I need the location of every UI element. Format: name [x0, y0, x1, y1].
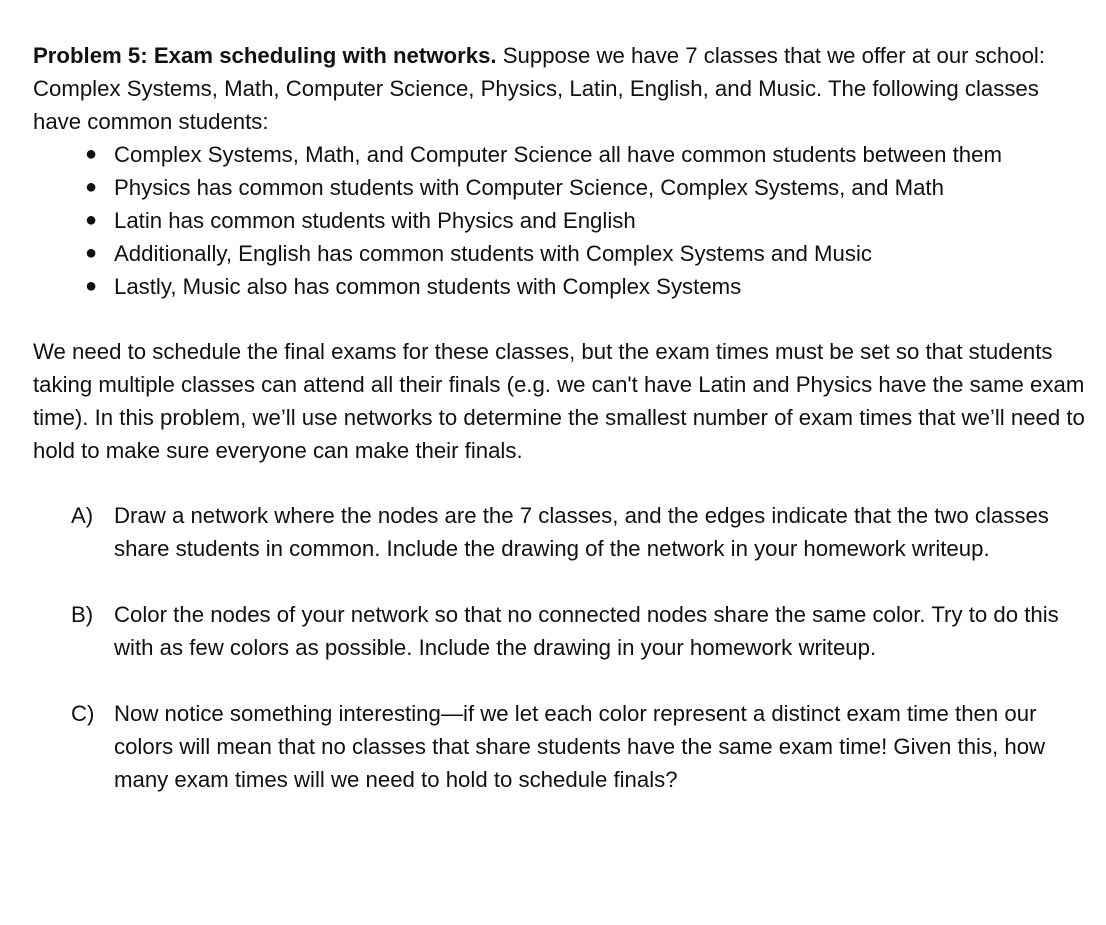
list-item-text: Latin has common students with Physics and English: [114, 208, 636, 233]
list-item-text: Lastly, Music also has common students with Complex Systems: [114, 274, 742, 299]
spacer: [33, 303, 1106, 335]
part-letter: A): [71, 503, 94, 528]
intro-paragraph: [33, 39, 1093, 138]
part-a: [33, 499, 1104, 565]
list-item: [33, 270, 1074, 303]
bullet-icon: ●: [85, 242, 98, 264]
part-text: Draw a network where the nodes are the 7 classes, and the edges indicate that the two classes share students in common. Include the drawing of the network in your homework writeup.: [114, 503, 1049, 561]
description-paragraph: We need to schedule the final exams for these classes, but the exam times must be set so that students taking multiple classes can attend all their finals (e.g. we can't have Latin and Physics have the same exam time). In this problem, we’ll use networks to determine the smallest number of exam times that we’ll need to hold to make sure everyone can make their finals.: [33, 339, 1085, 463]
list-item: [33, 204, 1074, 237]
part-c: [33, 697, 1094, 796]
part-b: [33, 598, 1104, 664]
problem-title: Problem 5: Exam scheduling with networks.: [33, 43, 497, 68]
part-text: Color the nodes of your network so that no connected nodes share the same color. Try to do this with as few colors as possible. Include the drawing in your homework writeup.: [114, 602, 1059, 660]
part-text: Now notice something interesting—if we let each color represent a distinct exam time then our colors will mean that no classes that share students have the same exam time! Given this, how many exam times will we need to hold to schedule finals?: [114, 701, 1046, 792]
list-item: [33, 138, 1074, 171]
bullet-icon: ●: [85, 275, 98, 297]
list-item-text: Complex Systems, Math, and Computer Science all have common students between them: [114, 142, 1002, 167]
list-item: [33, 171, 1074, 204]
intro-text: Suppose we have 7 classes that we offer at our school: Complex Systems, Math, Computer Science, Physics, Latin, English, and Music. The following classes have common students:: [33, 43, 1046, 134]
part-letter: C): [71, 701, 95, 726]
list-item-text: Physics has common students with Computer Science, Complex Systems, and Math: [114, 175, 944, 200]
spacer: [33, 467, 1106, 499]
bullet-icon: ●: [85, 209, 98, 231]
common-students-list: [33, 138, 1106, 303]
list-item: [33, 237, 1074, 270]
bullet-icon: ●: [85, 143, 98, 165]
list-item-text: Additionally, English has common students with Complex Systems and Music: [114, 241, 872, 266]
problem-parts-list: [33, 499, 1106, 796]
bullet-icon: ●: [85, 176, 98, 198]
part-letter: B): [71, 602, 94, 627]
